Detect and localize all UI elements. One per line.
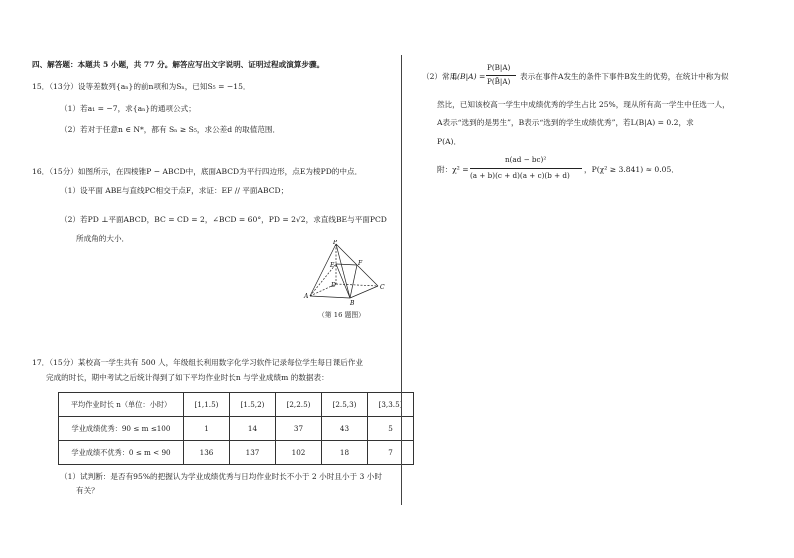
table-header-cell: [1,1.5)	[184, 393, 230, 417]
label-F: F	[358, 260, 363, 267]
table-cell: 102	[276, 441, 322, 465]
q15-part1: （1）若a₁ = −7，求{aₙ}的通项公式；	[60, 104, 196, 113]
table-cell: 18	[322, 441, 368, 465]
table-cell: 43	[322, 417, 368, 441]
q16-part2-line2: 所成角的大小．	[76, 234, 130, 243]
q16-part2-line1: （2）若PD ⊥平面ABCD，BC = CD = 2，∠BCD = 60°，PD = 2√2，求直线BE与平面PCD	[60, 215, 387, 224]
table-cell: 1	[184, 417, 230, 441]
q17-stem-line1: 17．（15分）某校高一学生共有 500 人，年级组长利用数字化学习软件记录每位学生每日课后作业	[32, 358, 363, 367]
q17-part2-prefix: （2）常用	[422, 72, 458, 81]
q17-part1-line1: （1）试判断：是否有95%的把握认为学业成绩优秀与日均作业时长不小于 2 小时且小于 3 小时	[60, 472, 382, 481]
q15-part2: （2）若对于任意n ∈ N*，都有 Sₙ ≥ S₅，求公差d 的取值范围．	[60, 125, 281, 134]
fraction-bar	[486, 75, 516, 76]
table-row	[59, 417, 414, 441]
table-cell: 7	[368, 441, 414, 465]
q17-stem-line2: 完成的时长，期中考试之后统计得到了如下平均作业时长n 与学业成绩m 的数据表：	[46, 373, 329, 382]
q17-part2-line4: P(A)．	[437, 137, 462, 146]
table-row	[59, 441, 414, 465]
section-heading: 四、解答题：本题共 5 小题，共 77 分。解答应写出文字说明、证明过程或演算步骤。	[32, 60, 325, 69]
reference-prefix: 附：χ² =	[437, 165, 469, 174]
table-cell: 学业成绩不优秀：0 ≤ m < 90	[59, 441, 184, 465]
q17-part1-line2: 有关？	[76, 486, 99, 495]
q17-part2-line1-rest: 表示在事件A发生的条件下事件B发生的优势，在统计中称为似	[520, 72, 729, 81]
table-cell: 136	[184, 441, 230, 465]
q16-stem: 16．（15分）如图所示，在四棱锥P − ABCD中，底面ABCD为平行四边形，点E为棱PD的中点．	[32, 167, 363, 176]
likelihood-numerator: P(B|A)	[487, 63, 511, 72]
table-header-cell: [2.5,3)	[322, 393, 368, 417]
table-cell: 5	[368, 417, 414, 441]
table-header-cell: 平均作业时长 n（单位：小时）	[59, 393, 184, 417]
chi-square-numerator: n(ad − bc)²	[505, 155, 547, 164]
q15-stem: 15．（13分）设等差数列{aₙ}的前n项和为Sₙ，已知S₅ = −15．	[32, 82, 251, 91]
column-divider	[401, 55, 402, 505]
label-P: P	[333, 240, 338, 246]
table-header-cell: [3,3.5]	[368, 393, 414, 417]
q17-part2-line2: 然比，已知该校高一学生中成绩优秀的学生占比 25%，现从所有高一学生中任选一人，	[437, 100, 730, 109]
label-E: E	[330, 262, 335, 269]
table-cell: 137	[230, 441, 276, 465]
label-B: B	[350, 300, 355, 307]
table-cell: 学业成绩优秀：90 ≤ m ≤100	[59, 417, 184, 441]
pyramid-figure	[300, 240, 390, 310]
likelihood-denominator: P(B̄|A)	[487, 77, 511, 86]
label-C: C	[380, 284, 385, 291]
table-header-row	[59, 393, 414, 417]
table-cell: 37	[276, 417, 322, 441]
label-A: A	[304, 293, 309, 300]
data-table	[58, 392, 414, 465]
q17-part2-line3: A表示“选到的是男生”，B表示“选到的学生成绩优秀”，若L(B|A) = 0.2，求	[437, 118, 694, 127]
label-D: D	[331, 282, 336, 289]
table-cell: 14	[230, 417, 276, 441]
table-header-cell: [2,2.5)	[276, 393, 322, 417]
chi-square-denominator: (a + b)(c + d)(a + c)(b + d)	[470, 171, 570, 180]
likelihood-ratio-lhs: L(B|A) =	[452, 72, 486, 81]
table-header-cell: [1.5,2)	[230, 393, 276, 417]
q16-part1: （1）设平面 ABE与直线PC相交于点F，求证：EF // 平面ABCD；	[60, 186, 289, 195]
figure-caption: （第 16 题图）	[318, 311, 365, 319]
chi-square-fraction-bar	[470, 168, 582, 169]
reference-probability: ，P(χ² ≥ 3.841) ≈ 0.05．	[584, 165, 679, 174]
